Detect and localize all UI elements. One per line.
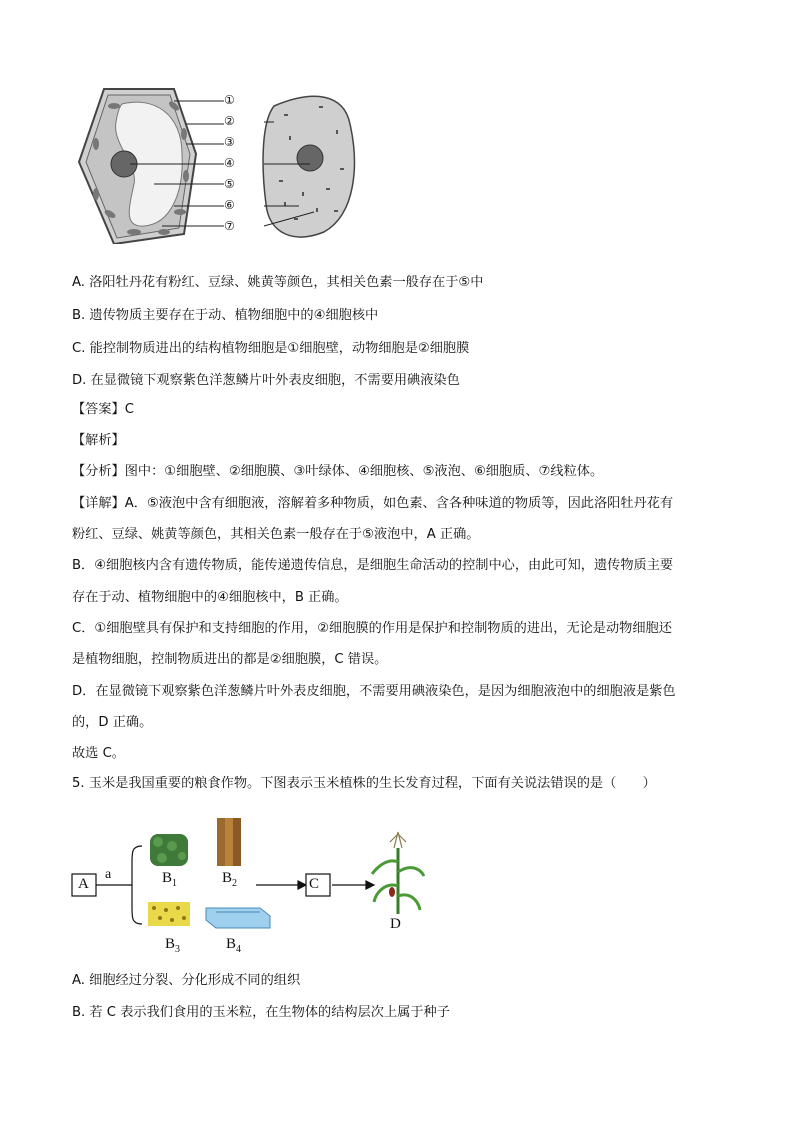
b4-tissue (206, 908, 270, 928)
detail-c-line1: C．①细胞壁具有保护和支持细胞的作用，②细胞膜的作用是保护和控制物质的进出，无论是动物细胞还 (72, 621, 672, 636)
marker-5: ⑤ (224, 177, 235, 191)
detail-b-line2: 存在于动、植物细胞中的④细胞核中，B 正确。 (72, 590, 348, 605)
detail-d-line2: 的，D 正确。 (72, 715, 153, 730)
label-b1: $B_1$ (162, 870, 178, 889)
marker-6: ⑥ (224, 198, 235, 212)
label-small-a: a (105, 867, 112, 882)
marker-4: ④ (224, 156, 235, 170)
detail-d-line1: D．在显微镜下观察紫色洋葱鳞片叶外表皮细胞，不需要用碘液染色，是因为细胞液泡中的细胞液是紫色 (72, 684, 676, 699)
conclusion-line: 故选 C。 (72, 746, 125, 761)
marker-3: ③ (224, 135, 235, 149)
corn-diagram (70, 812, 430, 942)
marker-7: ⑦ (224, 219, 235, 233)
b2-tissue (217, 818, 241, 866)
q5-stem: 5. 玉米是我国重要的粮食作物。下图表示玉米植株的生长发育过程，下面有关说法错误的是（ ） (72, 776, 656, 791)
b3-tissue (148, 902, 190, 926)
animal-nucleus (297, 145, 323, 171)
fenxi-line: 【分析】图中：①细胞壁、②细胞膜、③叶绿体、④细胞核、⑤液泡、⑥细胞质、⑦线粒体。 (72, 464, 604, 479)
analysis-header: 【解析】 (72, 433, 125, 448)
q4-option-c: C. 能控制物质进出的结构植物细胞是①细胞壁，动物细胞是②细胞膜 (72, 341, 470, 356)
label-c: C (309, 876, 320, 892)
q4-option-a: A. 洛阳牡丹花有粉红、豆绿、姚黄等颜色，其相关色素一般存在于⑤中 (72, 275, 484, 290)
q5-option-a: A. 细胞经过分裂、分化形成不同的组织 (72, 973, 301, 988)
label-b3: $B_3$ (165, 936, 181, 955)
detail-c-line2: 是植物细胞，控制物质进出的都是②细胞膜，C 错误。 (72, 652, 388, 667)
q4-option-d: D. 在显微镜下观察紫色洋葱鳞片叶外表皮细胞，不需要用碘液染色 (72, 373, 460, 388)
detail-a-line1: 【详解】A．⑤液泡中含有细胞液，溶解着多种物质，如色素、含各种味道的物质等，因此洛阳牡丹花有 (72, 496, 674, 511)
label-b4: $B_4$ (226, 936, 242, 955)
label-a: A (78, 876, 89, 892)
q4-option-b: B. 遗传物质主要存在于动、植物细胞中的④细胞核中 (72, 308, 379, 323)
label-d: D (390, 916, 401, 932)
marker-2: ② (224, 114, 235, 128)
marker-1: ① (224, 93, 235, 107)
label-b2: $B_2$ (222, 870, 238, 889)
detail-b-line1: B．④细胞核内含有遗传物质，能传递遗传信息，是细胞生命活动的控制中心，由此可知，遗传物质主要 (72, 558, 674, 573)
corn-plant (372, 832, 424, 914)
detail-a-line2: 粉红、豆绿、姚黄等颜色，其相关色素一般存在于⑤液泡中，A 正确。 (72, 527, 480, 542)
b1-tissue (150, 834, 188, 866)
q5-option-b: B. 若 C 表示我们食用的玉米粒，在生物体的结构层次上属于种子 (72, 1005, 450, 1020)
answer-line: 【答案】C (72, 402, 134, 417)
